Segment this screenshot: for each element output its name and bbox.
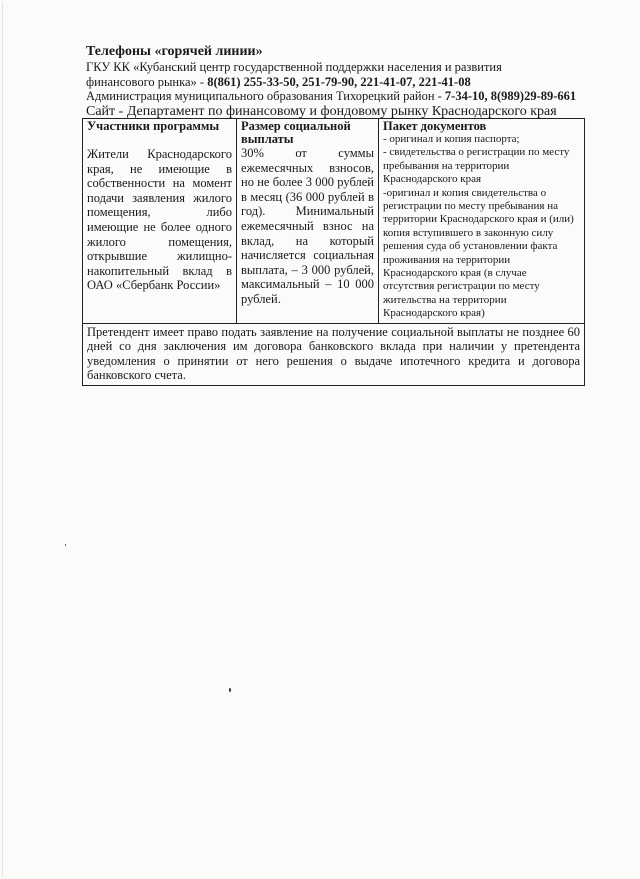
org1-phones: 8(861) 255-33-50, 251-79-90, 221-41-07, 221-41-08 [207, 74, 471, 89]
table-row [83, 323, 585, 385]
documents-cell [379, 119, 585, 324]
hotline-header [86, 44, 586, 120]
program-table [82, 118, 585, 386]
hotline-title: Телефоны «горячей линии» [86, 44, 263, 59]
scan-speck [229, 688, 231, 692]
table-row [83, 119, 585, 324]
documents-list [383, 133, 580, 321]
org1-line1: ГКУ КК «Кубанский центр государственной поддержки населения и развития [86, 60, 502, 74]
scan-speck [65, 544, 66, 546]
list-item: - свидетельства о регистрации по месту пребывания на территории Краснодарского края [383, 146, 570, 186]
org2-name: Администрация муниципального образования Тихорецкий район - [86, 89, 445, 103]
site-line: Сайт - Департамент по финансовому и фондовому рынку Краснодарского края [86, 103, 557, 119]
list-item: -оригинал и копия свидетельства о регистрации по месту пребывания на территории Краснодарского края и (или) копия вступившего в законную силу решения суда об установлении факта проживания на территории Краснодарского края (в случае отсутствия регистрации по месту жительства на территории Краснодарского края) [383, 186, 574, 320]
participants-text: Жители Краснодарского края, не имеющие в собственности на момент подачи заявления жилого помещения, либо имеющие не более одного жилого помещения, открывшие жилищно-накопительный вклад в ОАО «Сбербанк России» [87, 147, 232, 293]
org1-name-tail: финансового рынка» - [86, 74, 208, 89]
payment-header: Размер социальной выплаты [241, 119, 351, 146]
org2-line [86, 89, 586, 104]
note-cell: Претендент имеет право подать заявление на получение социальной выплаты не позднее 60 дней со дня заключения им договора банковского вклада при наличии у претендента уведомления о принятии от него решения о выдаче ипотечного кредита и договора банковского счета. [83, 323, 585, 385]
documents-header: Пакет документов [383, 119, 487, 133]
list-item: - оригинал и копия паспорта; [383, 133, 520, 145]
org1-line2 [86, 75, 586, 90]
payment-cell [237, 119, 379, 324]
participants-cell [83, 119, 237, 324]
org2-phones: 7-34-10, 8(989)29-89-661 [444, 89, 577, 103]
payment-text: 30% от суммы ежемесячных взносов, но не более 3 000 рублей в месяц (36 000 рублей в год). Минимальный ежемесячный взнос на вклад, на который начисляется социальная выплата, – 3 000 рублей, максимальный – 10 000 рублей. [241, 146, 374, 306]
participants-header: Участники программы [87, 119, 220, 133]
